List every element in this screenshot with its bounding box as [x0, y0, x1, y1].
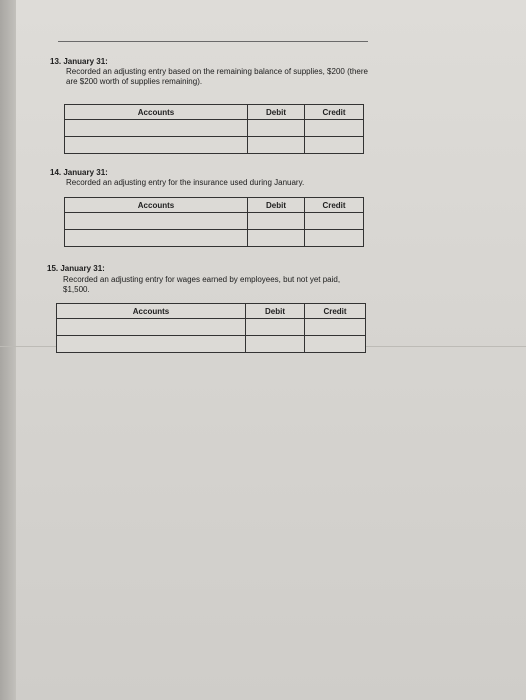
credit-cell[interactable]	[305, 230, 364, 247]
journal-entry-row	[65, 137, 364, 154]
journal-entry-row	[57, 336, 366, 353]
account-cell[interactable]	[57, 336, 246, 353]
journal-table-14	[64, 197, 364, 247]
debit-cell[interactable]	[248, 213, 305, 230]
credit-cell[interactable]	[305, 319, 366, 336]
journal-entry-row	[65, 230, 364, 247]
credit-cell[interactable]	[305, 336, 366, 353]
debit-cell[interactable]	[248, 137, 305, 154]
top-rule	[58, 41, 368, 42]
problem-15-number: 15.	[47, 264, 59, 273]
problem-15-heading	[47, 264, 105, 274]
problem-13-date: January 31:	[63, 57, 108, 66]
debit-cell[interactable]	[248, 120, 305, 137]
account-cell[interactable]	[65, 230, 248, 247]
problem-14-heading	[50, 168, 108, 178]
credit-header: Credit	[305, 198, 364, 213]
debit-header: Debit	[248, 198, 305, 213]
credit-header: Credit	[305, 304, 366, 319]
journal-entry-row	[65, 120, 364, 137]
account-cell[interactable]	[65, 137, 248, 154]
account-cell[interactable]	[65, 120, 248, 137]
problem-15-line-1: Recorded an adjusting entry for wages earned by employees, but not yet paid,	[63, 275, 341, 284]
problem-15-description	[63, 275, 340, 295]
accounts-header: Accounts	[57, 304, 246, 319]
accounts-header: Accounts	[65, 198, 248, 213]
problem-15-date: January 31:	[60, 264, 105, 273]
credit-cell[interactable]	[305, 137, 364, 154]
credit-header: Credit	[305, 105, 364, 120]
account-cell[interactable]	[57, 319, 246, 336]
journal-header-row	[65, 105, 364, 120]
debit-header: Debit	[246, 304, 305, 319]
problem-14-line-1: Recorded an adjusting entry for the insurance used during January.	[66, 178, 305, 187]
debit-cell[interactable]	[246, 336, 305, 353]
journal-header-row	[65, 198, 364, 213]
journal-table-13	[64, 104, 364, 154]
problem-14-description	[66, 178, 304, 188]
problem-13-number: 13.	[50, 57, 62, 66]
credit-cell[interactable]	[305, 120, 364, 137]
debit-cell[interactable]	[246, 319, 305, 336]
journal-entry-row	[65, 213, 364, 230]
problem-13-heading	[50, 57, 108, 67]
journal-header-row	[57, 304, 366, 319]
debit-cell[interactable]	[248, 230, 305, 247]
problem-14-date: January 31:	[63, 168, 108, 177]
journal-entry-row	[57, 319, 366, 336]
debit-header: Debit	[248, 105, 305, 120]
credit-cell[interactable]	[305, 213, 364, 230]
accounts-header: Accounts	[65, 105, 248, 120]
journal-table-15	[56, 303, 366, 353]
account-cell[interactable]	[65, 213, 248, 230]
problem-13-line-1: Recorded an adjusting entry based on the remaining balance of supplies, $200 (there	[66, 67, 368, 76]
problem-15-line-2: $1,500.	[63, 285, 90, 294]
problem-13-description	[66, 67, 368, 87]
problem-13-line-2: are $200 worth of supplies remaining).	[66, 77, 203, 86]
problem-14-number: 14.	[50, 168, 62, 177]
